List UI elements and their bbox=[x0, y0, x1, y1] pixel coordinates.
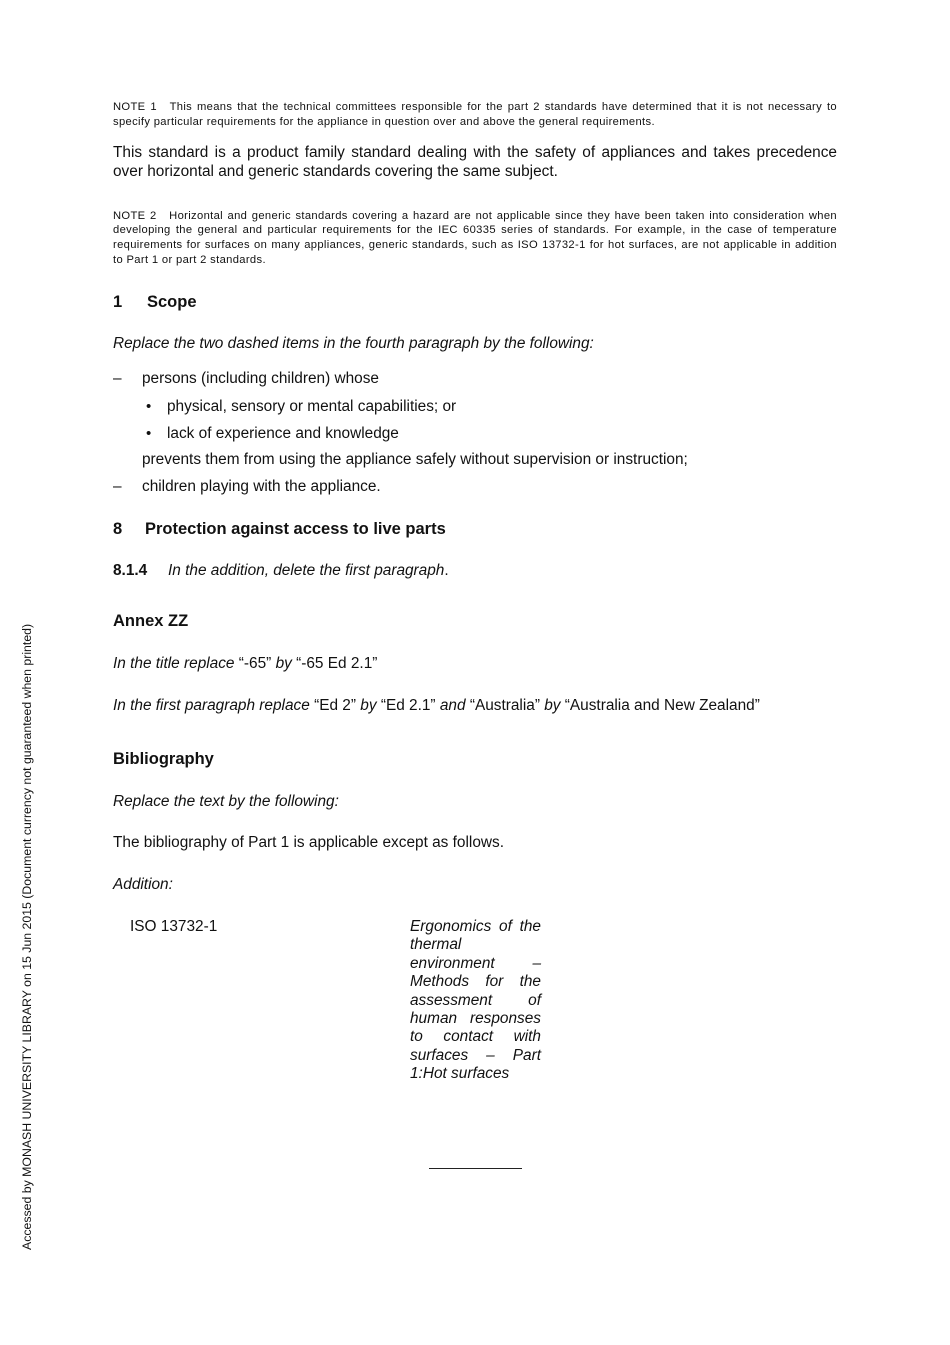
subclause-number: 8.1.4 bbox=[113, 561, 148, 579]
section-heading-scope bbox=[113, 292, 837, 312]
list-item bbox=[113, 369, 837, 388]
section-number: 1 bbox=[113, 293, 123, 312]
section-title: Scope bbox=[147, 293, 197, 312]
quoted-text: “-65” bbox=[238, 654, 272, 672]
instruction-text: and bbox=[439, 696, 466, 714]
bibliography-statement: The bibliography of Part 1 is applicable except as follows. bbox=[113, 834, 504, 852]
note-2-label: NOTE 2 bbox=[113, 209, 157, 222]
instruction-text: In the title replace bbox=[113, 654, 235, 672]
addition-label: Addition: bbox=[113, 876, 173, 894]
list-continuation: prevents them from using the appliance safely without supervision or instruction; bbox=[142, 450, 688, 468]
subclause-8-1-4 bbox=[113, 561, 837, 580]
note-1-text: This means that the technical committees responsible for the part 2 standards have determined that it is not necessary to specify particular requirements for the appliance in question over and above the general requirements. bbox=[113, 101, 837, 128]
note-1 bbox=[113, 100, 837, 129]
bullet-marker: • bbox=[146, 424, 152, 442]
instruction-text: by bbox=[275, 654, 292, 672]
section-title: Protection against access to live parts bbox=[145, 519, 446, 538]
list-item bbox=[113, 477, 837, 496]
note-2-text: Horizontal and generic standards covering a hazard are not applicable since they have been taken into consideration when developing the general and particular requirements for the IEC 60335 series of standards. For example, in the case of temperature requirements for surfaces on many appliances, generic standards, such as ISO 13732-1 for hot surfaces, are not applicable in addition to Part 1 or part 2 standards. bbox=[113, 209, 838, 266]
quoted-text: “Australia” bbox=[469, 696, 540, 714]
end-divider bbox=[429, 1168, 522, 1169]
note-2 bbox=[113, 209, 837, 267]
quoted-text: “Ed 2” bbox=[314, 696, 356, 714]
annex-heading: Annex ZZ bbox=[113, 611, 189, 630]
section-number: 8 bbox=[113, 519, 123, 538]
quoted-text: “Ed 2.1” bbox=[380, 696, 436, 714]
bibliography-instruction: Replace the text by the following: bbox=[113, 792, 339, 810]
intro-paragraph: This standard is a product family standard dealing with the safety of appliances and takes precedence over horizontal and generic standards covering the same subject. bbox=[113, 144, 837, 180]
subclause-text: In the addition, delete the first paragraph bbox=[168, 561, 445, 579]
dash-marker: – bbox=[113, 477, 122, 495]
instruction-text: by bbox=[544, 696, 561, 714]
list-item-text: children playing with the appliance. bbox=[142, 477, 381, 495]
note-1-label: NOTE 1 bbox=[113, 101, 157, 113]
side-watermark: Accessed by MONASH UNIVERSITY LIBRARY on 15 Jun 2015 (Document currency not guaranteed when printed) bbox=[20, 623, 34, 1250]
subclause-period: . bbox=[444, 561, 449, 579]
bullet-item bbox=[113, 397, 837, 416]
quoted-text: “-65 Ed 2.1” bbox=[296, 654, 378, 672]
document-page bbox=[113, 100, 837, 1098]
annex-paragraph-1 bbox=[113, 655, 837, 674]
instruction-text: In the first paragraph replace bbox=[113, 696, 310, 714]
instruction-text: by bbox=[360, 696, 377, 714]
section-heading-protection bbox=[113, 519, 837, 539]
bullet-item-text: physical, sensory or mental capabilities; or bbox=[167, 397, 457, 415]
dash-marker: – bbox=[113, 369, 122, 387]
list-item-text: persons (including children) whose bbox=[142, 369, 379, 387]
bibliography-heading: Bibliography bbox=[113, 749, 214, 768]
quoted-text: “Australia and New Zealand” bbox=[564, 696, 760, 714]
annex-paragraph-2 bbox=[113, 697, 837, 716]
bullet-item-text: lack of experience and knowledge bbox=[167, 424, 399, 442]
bibliography-entry bbox=[113, 918, 837, 1098]
bullet-marker: • bbox=[146, 397, 152, 415]
bullet-item bbox=[113, 424, 837, 443]
reference-code: ISO 13732-1 bbox=[130, 917, 218, 935]
scope-instruction: Replace the two dashed items in the fourth paragraph by the following: bbox=[113, 335, 594, 353]
reference-title: Ergonomics of the thermal environment – Methods for the assessment of human responses to contact with surfaces – Part 1:Hot surfaces bbox=[410, 917, 541, 1083]
